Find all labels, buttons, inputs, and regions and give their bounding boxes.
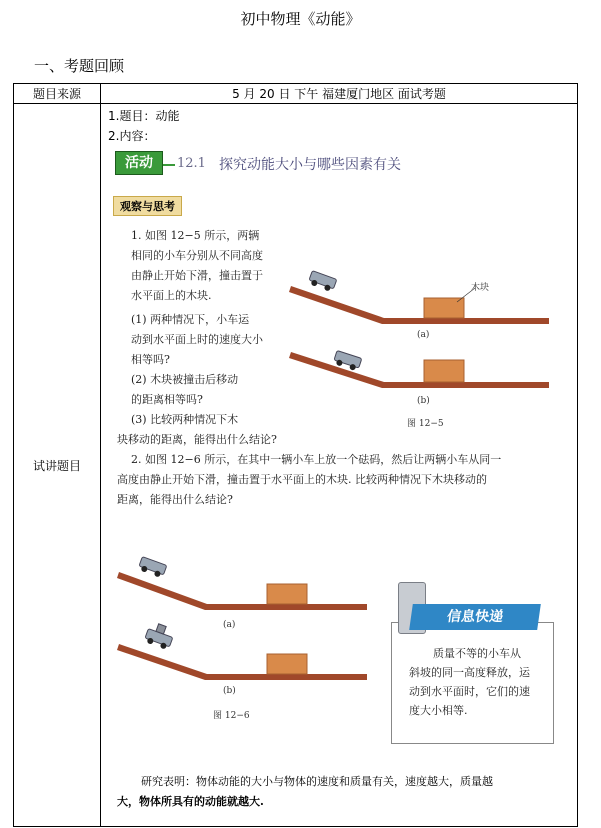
activity-title: 探究动能大小与哪些因素有关 bbox=[219, 157, 401, 173]
info-title: 信息快递 bbox=[409, 604, 541, 630]
content-cell bbox=[101, 104, 578, 827]
q1a-line: (1) 两种情况下，小车运 bbox=[131, 313, 250, 326]
item-content: 2.内容： bbox=[108, 129, 156, 143]
header-source-label: 题目来源 bbox=[14, 84, 101, 104]
q1-line: 由静止开始下滑，撞击置于 bbox=[131, 269, 263, 282]
info-line: 斜坡的同一高度释放，运 bbox=[409, 666, 530, 679]
ramp-6a bbox=[117, 572, 367, 610]
q1a-line: 动到水平面上时的速度大小 bbox=[131, 333, 263, 346]
fig5-block-label: 木块 bbox=[471, 283, 490, 293]
question-1b bbox=[131, 370, 311, 410]
cart-a bbox=[308, 271, 337, 293]
table-header-row bbox=[14, 84, 578, 104]
header-source-value: 5 月 20 日 下午 福建厦门地区 面试考题 bbox=[101, 84, 578, 104]
fig6-caption: 图 12−6 bbox=[213, 711, 250, 721]
question-1 bbox=[131, 226, 311, 306]
textbook-excerpt bbox=[101, 104, 577, 826]
table-content-row bbox=[14, 104, 578, 827]
q1b-line: 的距离相等吗? bbox=[131, 393, 203, 406]
badge-connector bbox=[163, 164, 175, 166]
conclusion-line: 研究表明：物体动能的大小与物体的速度和质量有关，速度越大，质量越 bbox=[141, 775, 493, 788]
fig6-label-a: (a) bbox=[223, 620, 236, 630]
section-heading: 一、考题回顾 bbox=[34, 57, 125, 75]
q1a-line: 相等吗? bbox=[131, 353, 170, 366]
figure-12-6 bbox=[117, 554, 377, 714]
fig5-caption: 图 12−5 bbox=[407, 419, 444, 429]
exam-table bbox=[13, 83, 578, 827]
q1-line: 水平面上的木块. bbox=[131, 289, 212, 302]
question-1a bbox=[131, 310, 311, 370]
info-line: 质量不等的小车从 bbox=[433, 647, 521, 660]
info-line: 动到水平面时，它们的速 bbox=[409, 685, 530, 698]
q2-line: 距离，能得出什么结论? bbox=[117, 493, 233, 506]
row-label: 试讲题目 bbox=[14, 104, 101, 827]
page-title: 初中物理《动能》 bbox=[240, 10, 361, 28]
q1c-line: 块移动的距离，能得出什么结论? bbox=[117, 433, 277, 446]
ramp-b bbox=[289, 352, 549, 388]
observe-label: 观察与思考 bbox=[113, 196, 182, 216]
info-line: 度大小相等. bbox=[409, 704, 468, 717]
question-2 bbox=[117, 450, 557, 510]
wood-block-6b bbox=[267, 654, 307, 674]
wood-block-6a bbox=[267, 584, 307, 604]
wood-block-b bbox=[424, 360, 464, 382]
conclusion-line: 大，物体所具有的动能就越大. bbox=[117, 795, 264, 808]
q1-line: 1. 如图 12−5 所示，两辆 bbox=[131, 229, 260, 242]
fig5-label-b: (b) bbox=[417, 396, 430, 406]
q1b-line: (2) 木块被撞击后移动 bbox=[131, 373, 239, 386]
conclusion bbox=[117, 772, 557, 812]
item-topic: 1.题目：动能 bbox=[108, 109, 180, 123]
q1-line: 相同的小车分别从不同高度 bbox=[131, 249, 263, 262]
cart-6b bbox=[144, 621, 176, 651]
q2-line: 高度由静止开始下滑，撞击置于水平面上的木块. 比较两种情况下木块移动的 bbox=[117, 473, 487, 486]
activity-badge: 活动 bbox=[115, 151, 163, 175]
fig5-label-a: (a) bbox=[417, 330, 430, 340]
q1c-line: (3) 比较两种情况下木 bbox=[131, 413, 239, 426]
fig6-label-b: (b) bbox=[223, 686, 236, 696]
ramp-a bbox=[289, 286, 549, 324]
activity-number: 12.1 bbox=[177, 156, 206, 171]
info-text bbox=[409, 644, 549, 720]
ramp-6b bbox=[117, 644, 367, 680]
cart-6a bbox=[138, 557, 167, 579]
q2-line: 2. 如图 12−6 所示，在其中一辆小车上放一个砝码，然后让两辆小车从同一 bbox=[131, 453, 502, 466]
